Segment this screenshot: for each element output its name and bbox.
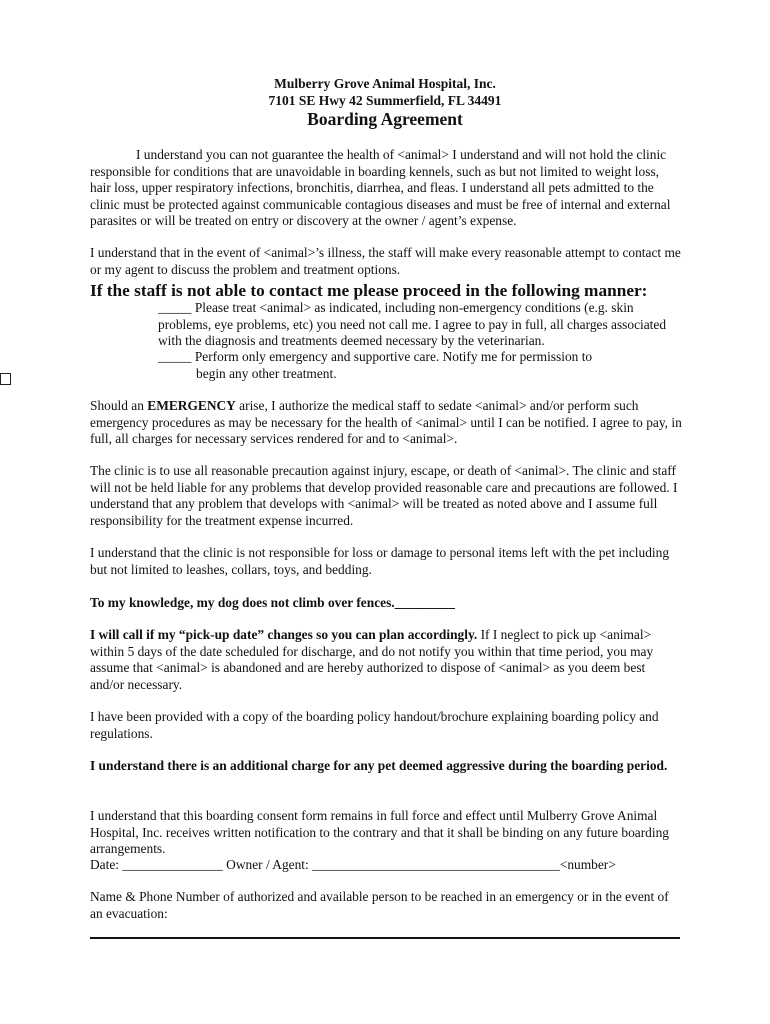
clinic-name: Mulberry Grove Animal Hospital, Inc. bbox=[274, 76, 496, 91]
pickup-paragraph bbox=[90, 627, 682, 693]
emergency-pre: Should an bbox=[90, 398, 148, 413]
option-emergency-only-line2: begin any other treatment. bbox=[196, 365, 337, 381]
option-emergency-only bbox=[158, 349, 678, 382]
clinic-address: 7101 SE Hwy 42 Summerfield, FL 34491 bbox=[268, 93, 502, 108]
emergency-paragraph bbox=[90, 398, 682, 448]
margin-checkbox[interactable] bbox=[0, 373, 11, 385]
signature-line bbox=[90, 857, 682, 874]
emergency-contact-paragraph: Name & Phone Number of authorized and available person to be reached in an emergency or in the event of an evacuation: bbox=[90, 889, 669, 921]
option-treat-all-blank[interactable]: _____ bbox=[158, 300, 192, 315]
pickup-post: If I neglect to pick up <animal> within 5 days of the date scheduled for discharge, and do not notify you within that time period, you may assume that <animal> is abandoned and are hereby authorized to dispose of <animal> as you deem best and/or necessary. bbox=[90, 627, 654, 692]
owner-agent-label: Owner / Agent: bbox=[226, 857, 309, 872]
pickup-bold: I will call if my “pick-up date” changes so you can plan accordingly. bbox=[90, 627, 478, 642]
emergency-bold: EMERGENCY bbox=[147, 398, 236, 413]
policy-paragraph: I have been provided with a copy of the boarding policy handout/brochure explaining boarding policy and regulations. bbox=[90, 709, 659, 741]
option-emergency-only-blank[interactable]: _____ bbox=[158, 349, 192, 364]
owner-agent-field[interactable]: _____________________________________ bbox=[312, 857, 560, 872]
number-placeholder: <number> bbox=[559, 857, 616, 872]
emergency-post: arise, I authorize the medical staff to sedate <animal> and/or perform such emergency procedures as may be necessary for the health of <animal> until I can be notified. I agree to pay, in full, all charges for necessary services rendered for and to <animal>. bbox=[90, 398, 682, 446]
personal-items-paragraph: I understand that the clinic is not responsible for loss or damage to personal items left with the pet including but not limited to leashes, collars, toys, and bedding. bbox=[90, 545, 670, 577]
liability-paragraph: The clinic is to use all reasonable precaution against injury, escape, or death of <animal>. The clinic and staff will not be held liable for any problems that develop provided reasonable care and precautions are followed. I understand that any problem that develops with <animal> will be treated as noted above and I assume full responsibility for the treatment expense incurred. bbox=[90, 463, 678, 528]
health-paragraph: I understand you can not guarantee the health of <animal> I understand and will not hold the clinic responsible for conditions that are unavoidable in boarding kennels, such as but not limited to weight loss, hair loss, upper respiratory infections, bronchitis, diarrhea, and fleas. I understand all pets admitted to the clinic must be protected against communicable contagious diseases and must be free of internal and external parasites or will be treated on entry or discovery at the owner / agent’s expense. bbox=[90, 147, 671, 228]
aggressive-charge-statement: I understand there is an additional charge for any pet deemed aggressive during the boarding period. bbox=[90, 758, 668, 773]
emergency-contact-line[interactable] bbox=[90, 937, 680, 939]
fences-statement[interactable]: To my knowledge, my dog does not climb over fences._________ bbox=[90, 595, 455, 610]
option-emergency-only-line1: Perform only emergency and supportive care. Notify me for permission to bbox=[191, 349, 593, 364]
date-field[interactable]: _______________ bbox=[122, 857, 223, 872]
document-title: Boarding Agreement bbox=[307, 109, 463, 129]
option-treat-all bbox=[158, 300, 678, 350]
option-treat-all-text: Please treat <animal> as indicated, including non-emergency conditions (e.g. skin problems, eye problems, etc) you need not call me. I agree to pay in full, all charges associated with the diagnosis and treatments deemed necessary by the veterinarian. bbox=[158, 300, 667, 348]
staff-contact-heading: If the staff is not able to contact me please proceed in the following manner: bbox=[90, 281, 648, 300]
consent-paragraph: I understand that this boarding consent form remains in full force and effect until Mulberry Grove Animal Hospital, Inc. receives written notification to the contrary and that it shall be binding on any future boarding arrangements. bbox=[90, 808, 669, 856]
illness-paragraph: I understand that in the event of <animal>’s illness, the staff will make every reasonable attempt to contact me or my agent to discuss the problem and treatment options. bbox=[90, 245, 681, 277]
date-label: Date: bbox=[90, 857, 119, 872]
